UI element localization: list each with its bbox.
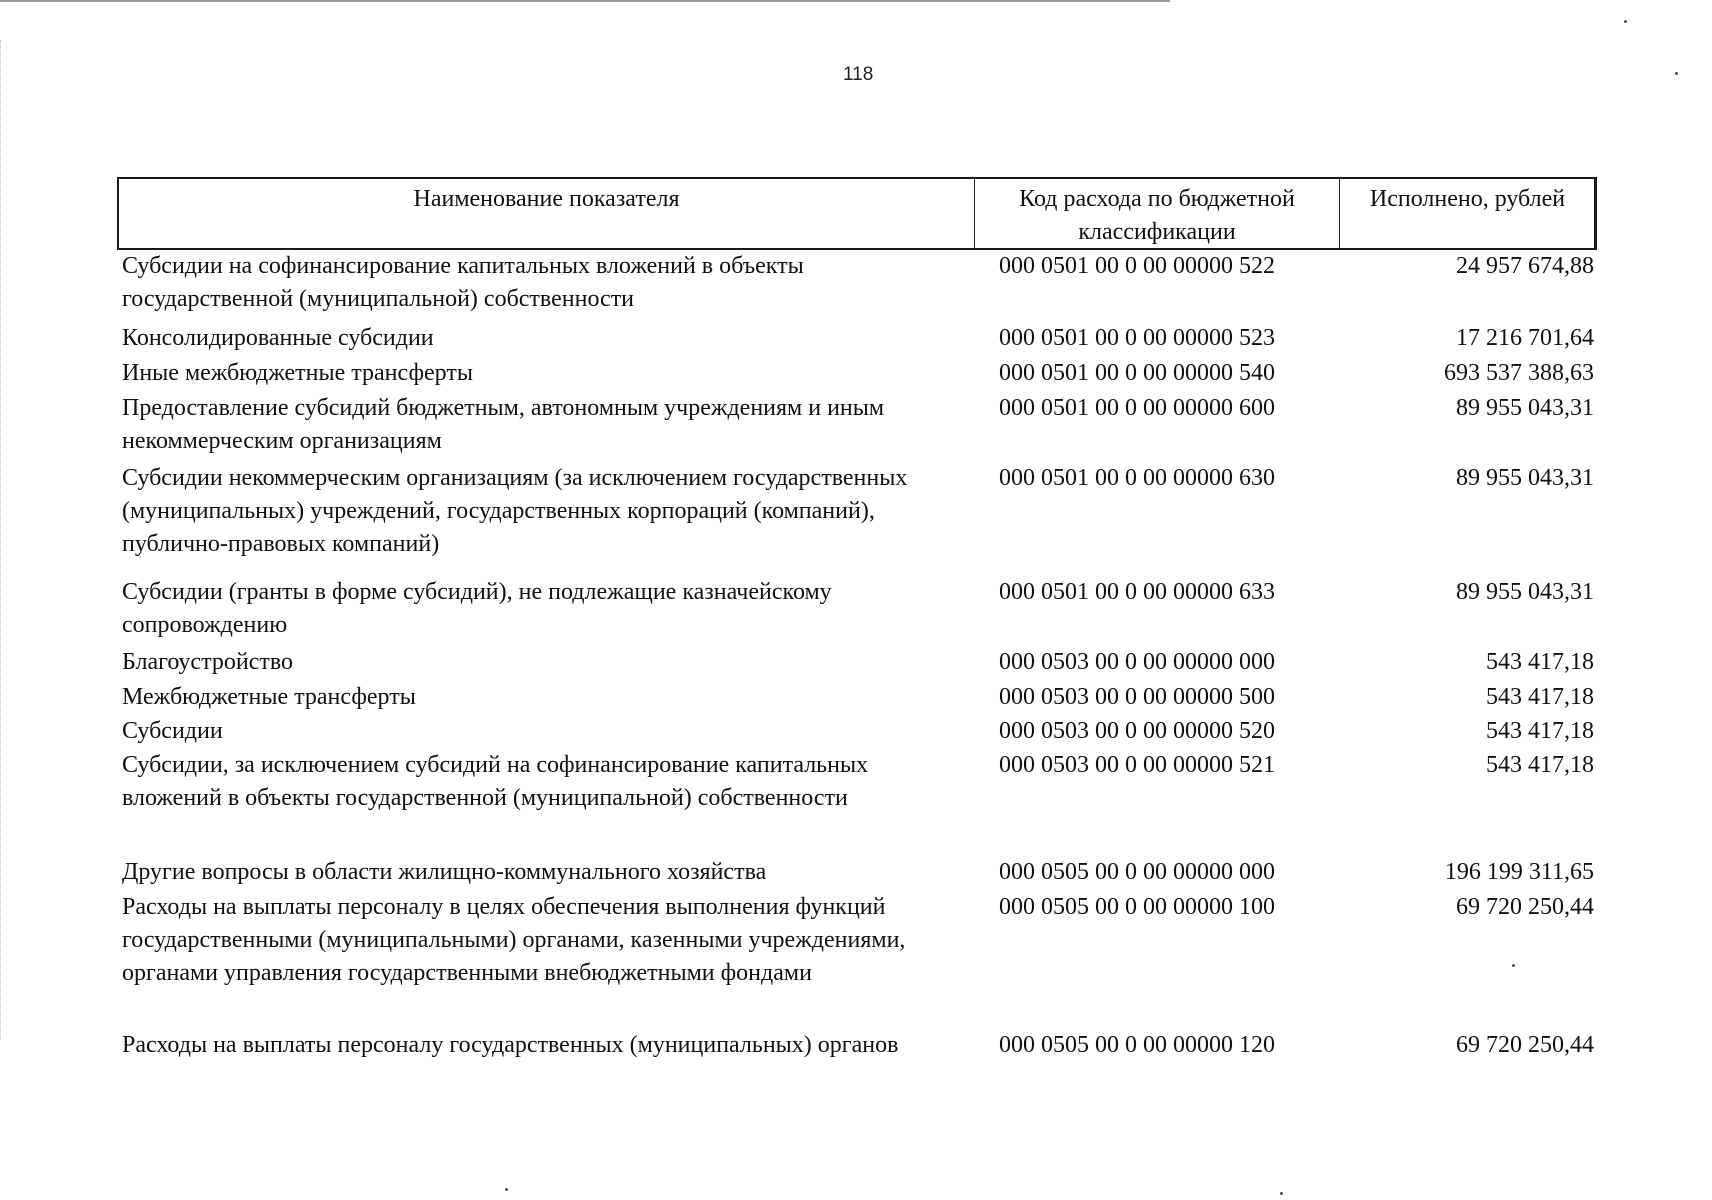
header-name: Наименование показателя <box>413 186 680 212</box>
page-number: 118 <box>843 64 874 85</box>
row-code: 000 0505 00 0 00 00000 100 <box>999 894 1275 920</box>
row-amount: 693 537 388,63 <box>1444 360 1594 386</box>
row-amount: 24 957 674,88 <box>1456 253 1594 279</box>
row-code: 000 0501 00 0 00 00000 630 <box>999 465 1275 491</box>
row-amount: 196 199 311,65 <box>1444 859 1594 885</box>
row-amount: 89 955 043,31 <box>1456 465 1594 491</box>
row-amount: 543 417,18 <box>1486 718 1594 744</box>
row-code: 000 0505 00 0 00 00000 120 <box>999 1032 1275 1058</box>
row-name: Расходы на выплаты персоналу в целях обеспечения выполнения функций государственными (муниципальными) органами, казенными учреждениями, органами управления государственными внебюджетными фондами <box>122 894 906 986</box>
scan-speck <box>1624 20 1627 23</box>
row-name: Иные межбюджетные трансферты <box>122 360 473 386</box>
scan-edge-noise <box>0 40 7 1040</box>
row-name: Субсидии некоммерческим организациям (за исключением государственных (муниципальных) учреждений, государственных корпораций (компаний), публично-правовых компаний) <box>122 465 908 557</box>
row-code: 000 0503 00 0 00 00000 521 <box>999 752 1275 778</box>
row-name: Расходы на выплаты персоналу государственных (муниципальных) органов <box>122 1032 899 1058</box>
top-scan-rule <box>0 0 1170 2</box>
row-amount: 89 955 043,31 <box>1456 395 1594 421</box>
row-name: Субсидии <box>122 718 223 744</box>
scan-speck <box>1675 72 1678 75</box>
row-amount: 17 216 701,64 <box>1456 325 1594 351</box>
row-code: 000 0501 00 0 00 00000 523 <box>999 325 1275 351</box>
row-code: 000 0503 00 0 00 00000 520 <box>999 718 1275 744</box>
row-code: 000 0501 00 0 00 00000 600 <box>999 395 1275 421</box>
row-amount: 69 720 250,44 <box>1456 894 1594 920</box>
header-amount: Исполнено, рублей <box>1369 186 1566 212</box>
header-code: Код расхода по бюджетной классификации <box>1019 186 1295 245</box>
row-code: 000 0503 00 0 00 00000 500 <box>999 684 1275 710</box>
row-amount: 69 720 250,44 <box>1456 1032 1594 1058</box>
scan-speck <box>1280 1192 1283 1195</box>
row-amount: 89 955 043,31 <box>1456 579 1594 605</box>
row-name: Благоустройство <box>122 649 294 675</box>
row-name: Консолидированные субсидии <box>122 325 434 351</box>
scan-speck <box>1512 964 1515 967</box>
row-name: Субсидии (гранты в форме субсидий), не подлежащие казначейскому сопровождению <box>122 579 832 638</box>
row-code: 000 0501 00 0 00 00000 522 <box>999 253 1275 279</box>
row-name: Предоставление субсидий бюджетным, автономным учреждениям и иным некоммерческим организациям <box>122 395 885 454</box>
row-code: 000 0505 00 0 00 00000 000 <box>999 859 1275 885</box>
row-code: 000 0503 00 0 00 00000 000 <box>999 649 1275 675</box>
scan-speck <box>505 1188 508 1191</box>
row-code: 000 0501 00 0 00 00000 540 <box>999 360 1275 386</box>
row-name: Другие вопросы в области жилищно-коммунального хозяйства <box>122 859 767 885</box>
row-amount: 543 417,18 <box>1486 752 1594 778</box>
row-amount: 543 417,18 <box>1486 684 1594 710</box>
row-code: 000 0501 00 0 00 00000 633 <box>999 579 1275 605</box>
row-name: Субсидии, за исключением субсидий на софинансирование капитальных вложений в объекты государственной (муниципальной) собственности <box>122 752 869 811</box>
row-amount: 543 417,18 <box>1486 649 1594 675</box>
table-header <box>117 177 1597 250</box>
row-name: Субсидии на софинансирование капитальных вложений в объекты государственной (муниципальной) собственности <box>122 253 804 312</box>
row-name: Межбюджетные трансферты <box>122 684 416 710</box>
